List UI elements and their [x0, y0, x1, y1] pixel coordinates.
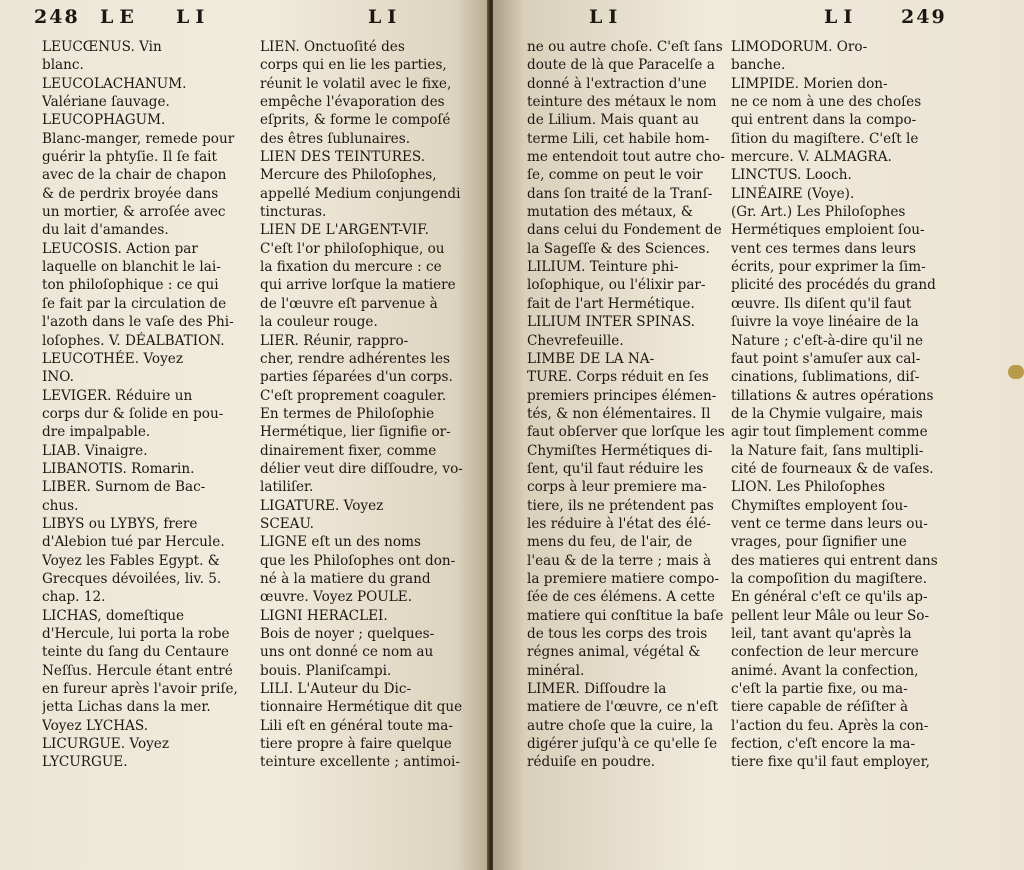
text-line: tiere propre à faire quelque	[260, 736, 452, 753]
text-line: corps à leur premiere ma-	[527, 479, 707, 496]
text-line: chus.	[42, 497, 79, 514]
text-line: LIEN. Onctuoſité des	[260, 39, 405, 55]
text-line: LILIUM INTER SPINAS.	[527, 314, 695, 331]
text-line: LINÉAIRE (Voye).	[731, 185, 855, 202]
text-line: d'Alebion tué par Hercule.	[42, 534, 225, 551]
text-line: Mercure des Philoſophes,	[260, 167, 437, 184]
text-line: loſophes. V. DÉALBATION.	[42, 332, 225, 349]
text-line: délier veut dire diſſoudre, vo-	[260, 460, 463, 477]
text-line: LEUCŒNUS. Vin	[42, 39, 162, 55]
text-line: LICURGUE. Voyez	[42, 736, 170, 753]
text-line: loſophique, ou l'élixir par-	[527, 277, 706, 294]
text-line: LIGNI HERACLEI.	[260, 607, 388, 624]
text-line: terme Lili, cet habile hom-	[527, 130, 710, 147]
text-line: autre choſe que la cuire, la	[527, 717, 714, 734]
text-line: d'Hercule, lui porta la robe	[42, 626, 230, 642]
text-line: ſe, comme on peut le voir	[527, 167, 703, 184]
text-line: fait de l'art Hermétique.	[527, 295, 695, 312]
text-line: leil, tant avant qu'après la	[731, 626, 912, 642]
left-header-left-word: LE	[100, 6, 140, 28]
text-line: œuvre. Ils diſent qu'il faut	[731, 295, 912, 312]
text-line: SCEAU.	[260, 515, 314, 532]
text-line: l'azoth dans le vaſe des Phi-	[42, 314, 234, 331]
text-line: Hermétiques emploient ſou-	[731, 222, 925, 239]
text-line: doute de là que Paracelſe a	[527, 57, 715, 74]
text-line: LIBYS ou LYBYS, frere	[42, 515, 198, 532]
text-line: LINCTUS. Looch.	[731, 167, 852, 184]
text-line: l'eau & de la terre ; mais à	[527, 552, 712, 569]
text-line: LILI. L'Auteur du Dic-	[260, 681, 412, 698]
text-line: de Lilium. Mais quant au	[527, 112, 700, 129]
text-line: la Nature fait, ſans multipli-	[731, 442, 924, 459]
text-line: dinairement fixer, comme	[260, 442, 437, 459]
page-tab-marker	[1008, 365, 1024, 379]
text-line: des êtres ſublunaires.	[260, 130, 411, 147]
text-line: Blanc-manger, remede pour	[42, 130, 235, 147]
text-line: c'eſt la partie fixe, ou ma-	[731, 681, 908, 698]
text-line: En termes de Philoſophie	[260, 405, 435, 422]
text-line: empêche l'évaporation des	[260, 94, 445, 111]
text-line: Nature ; c'eſt-à-dire qu'il ne	[731, 332, 924, 349]
text-line: bouis. Planiſcampi.	[260, 662, 392, 679]
text-line: de tous les corps des trois	[527, 626, 708, 642]
text-line: pellent leur Mâle ou leur So-	[731, 607, 930, 624]
text-line: fection, c'eſt encore la ma-	[731, 736, 916, 753]
text-line: LIMODORUM. Oro-	[731, 39, 868, 55]
text-line: jetta Lichas dans la mer.	[42, 699, 211, 716]
text-line: agir tout ſimplement comme	[731, 424, 928, 441]
text-line: confection de leur mercure	[731, 644, 919, 661]
text-line: LIBANOTIS. Romarin.	[42, 460, 195, 477]
text-line: Hermétique, lier ſignifie or-	[260, 424, 451, 441]
text-line: qui arrive lorſque la matiere	[260, 277, 456, 294]
text-line: LION. Les Philoſophes	[731, 479, 886, 496]
text-line: Chymiſtes Hermétiques di-	[527, 442, 713, 459]
text-line: mutation des métaux, &	[527, 204, 693, 221]
text-line: ne ce nom à une des choſes	[731, 94, 922, 111]
text-line: LIER. Réunir, rappro-	[260, 332, 409, 349]
text-line: dans ſon traité de la Tranſ-	[527, 185, 713, 202]
text-line: matiere qui conſtitue la baſe	[527, 607, 724, 624]
text-line: LIAB. Vinaigre.	[42, 442, 148, 459]
text-line: teinte du ſang du Centaure	[42, 644, 229, 661]
text-line: eſprits, & forme le compoſé	[260, 112, 451, 129]
text-line: LIEN DE L'ARGENT-VIF.	[260, 222, 429, 239]
text-line: l'action du feu. Après la con-	[731, 717, 929, 734]
text-line: TURE. Corps réduit en ſes	[527, 369, 709, 386]
text-line: la compoſition du magiſtere.	[731, 570, 928, 587]
text-line: banche.	[731, 57, 786, 74]
right-column1-header: LI	[589, 6, 624, 28]
text-line: LEUCOSIS. Action par	[42, 240, 198, 257]
text-line: Valériane ſauvage.	[42, 94, 170, 111]
text-line: que les Philoſophes ont don-	[260, 552, 456, 569]
text-line: la premiere matiere compo-	[527, 570, 720, 587]
text-line: Bois de noyer ; quelques-	[260, 626, 435, 642]
text-line: Lili eſt en général toute ma-	[260, 717, 454, 734]
text-line: parties ſéparées d'un corps.	[260, 369, 453, 386]
text-line: minéral.	[527, 662, 585, 679]
text-line: guérir la phtyſie. Il ſe fait	[42, 149, 217, 166]
text-line: digérer juſqu'à ce qu'elle ſe	[527, 736, 718, 753]
text-line: cinations, ſublimations, diſ-	[731, 369, 920, 386]
text-line: teinture excellente ; antimoi-	[260, 754, 460, 771]
text-line: uns ont donné ce nom au	[260, 644, 434, 661]
text-line: tionnaire Hermétique dit que	[260, 699, 463, 716]
text-line: les réduire à l'état des élé-	[527, 515, 711, 532]
text-line: tillations & autres opérations	[731, 387, 934, 404]
left-column-1	[42, 38, 254, 772]
text-line: & de perdrix broyée dans	[42, 185, 219, 202]
text-line: vent ces termes dans leurs	[731, 240, 916, 257]
right-page	[493, 0, 1024, 870]
text-line: En général c'eſt ce qu'ils ap-	[731, 589, 928, 606]
text-line: chap. 12.	[42, 589, 106, 606]
text-line: INO.	[42, 369, 74, 386]
right-column-2	[731, 38, 963, 772]
text-line: LIMPIDE. Morien don-	[731, 75, 888, 92]
text-line: écrits, pour exprimer la ſim-	[731, 259, 926, 276]
text-line: Neſſus. Hercule étant entré	[42, 662, 233, 679]
text-line: Voyez les Fables Egypt. &	[42, 552, 220, 569]
text-line: appellé Medium conjungendi	[260, 185, 461, 202]
text-line: Chevrefeuille.	[527, 332, 624, 349]
text-line: mens du feu, de l'air, de	[527, 534, 693, 551]
text-line: la Sageſſe & des Sciences.	[527, 240, 710, 257]
text-line: cité de fourneaux & de vaſes.	[731, 460, 934, 477]
text-line: C'eſt proprement coaguler.	[260, 387, 447, 404]
text-line: régnes animal, végétal &	[527, 644, 701, 661]
text-line: Grecques dévoilées, liv. 5.	[42, 570, 222, 587]
text-line: LIBER. Surnom de Bac-	[42, 479, 206, 496]
text-line: me entendoit tout autre cho-	[527, 149, 725, 166]
text-line: mercure. V. ALMAGRA.	[731, 149, 892, 166]
text-line: avec de la chair de chapon	[42, 167, 227, 184]
text-line: LEUCOLACHANUM.	[42, 75, 187, 92]
right-column-1	[527, 38, 745, 772]
text-line: LIMBE DE LA NA-	[527, 350, 655, 367]
text-line: teinture des métaux le nom	[527, 94, 717, 111]
text-line: du lait d'amandes.	[42, 222, 169, 239]
text-line: LIEN DES TEINTURES.	[260, 149, 426, 166]
text-line: tiere fixe qu'il faut employer,	[731, 754, 930, 771]
text-line: tiere, ils ne prétendent pas	[527, 497, 714, 514]
text-line: faut obſerver que lorſque les	[527, 424, 725, 441]
text-line: donné à l'extraction d'une	[527, 75, 707, 92]
text-line: C'eſt l'or philoſophique, ou	[260, 240, 445, 257]
text-line: latiliſer.	[260, 479, 314, 496]
text-line: blanc.	[42, 57, 84, 74]
text-line: qui entrent dans la compo-	[731, 112, 917, 129]
text-line: Chymiſtes employent ſou-	[731, 497, 908, 514]
text-line: LIMER. Diſſoudre la	[527, 681, 667, 698]
text-line: LIGATURE. Voyez	[260, 497, 384, 514]
text-line: ſent, qu'il faut réduire les	[527, 460, 704, 477]
text-line: né à la matiere du grand	[260, 570, 431, 587]
text-line: tés, & non élémentaires. Il	[527, 405, 711, 422]
text-line: faut point s'amuſer aux cal-	[731, 350, 921, 367]
left-page-number: 248	[34, 6, 80, 28]
text-line: LEVIGER. Réduire un	[42, 387, 193, 404]
text-line: LEUCOTHÉE. Voyez	[42, 350, 184, 367]
text-line: laquelle on blanchit le lai-	[42, 259, 221, 276]
left-page	[0, 0, 489, 870]
right-page-number: 249	[901, 6, 947, 28]
text-line: la fixation du mercure : ce	[260, 259, 442, 276]
text-line: dans celui du Fondement de	[527, 222, 722, 239]
left-column2-header: LI	[368, 6, 403, 28]
text-line: de l'œuvre eſt parvenue à	[260, 295, 438, 312]
text-line: ſe fait par la circulation de	[42, 295, 227, 312]
text-line: cher, rendre adhérentes les	[260, 350, 450, 367]
text-line: ton philoſophique : ce qui	[42, 277, 219, 294]
text-line: un mortier, & arroſée avec	[42, 204, 226, 221]
text-line: tincturas.	[260, 204, 327, 221]
text-line: œuvre. Voyez POULE.	[260, 589, 413, 606]
text-line: (Gr. Art.) Les Philoſophes	[731, 204, 906, 221]
text-line: tiere capable de réſiſter à	[731, 699, 909, 716]
text-line: LEUCOPHAGUM.	[42, 112, 166, 129]
text-line: corps dur & ſolide en pou-	[42, 405, 224, 422]
right-header-word: LI	[824, 6, 859, 28]
text-line: plicité des procédés du grand	[731, 277, 936, 294]
text-line: LICHAS, domeſtique	[42, 607, 185, 624]
text-line: ſition du magiſtere. C'eſt le	[731, 130, 919, 147]
text-line: ſuivre la voye linéaire de la	[731, 314, 919, 331]
text-line: animé. Avant la confection,	[731, 662, 919, 679]
text-line: matiere de l'œuvre, ce n'eſt	[527, 699, 718, 716]
text-line: corps qui en lie les parties,	[260, 57, 447, 74]
text-line: vrages, pour ſignifier une	[731, 534, 907, 551]
text-line: vent ce terme dans leurs ou-	[731, 515, 928, 532]
text-line: dre impalpable.	[42, 424, 151, 441]
text-line: la couleur rouge.	[260, 314, 378, 331]
text-line: ne ou autre choſe. C'eſt ſans	[527, 39, 723, 55]
text-line: ſée de ces élémens. A cette	[527, 589, 715, 606]
text-line: Voyez LYCHAS.	[42, 717, 149, 734]
text-line: réunit le volatil avec le fixe,	[260, 75, 452, 92]
text-line: LILIUM. Teinture phi-	[527, 259, 679, 276]
left-column-2	[260, 38, 472, 772]
text-line: premiers principes élémen-	[527, 387, 717, 404]
text-line: en fureur après l'avoir priſe,	[42, 681, 238, 698]
text-line: réduiſe en poudre.	[527, 754, 656, 771]
text-line: de la Chymie vulgaire, mais	[731, 405, 923, 422]
text-line: LYCURGUE.	[42, 754, 128, 771]
text-line: des matieres qui entrent dans	[731, 552, 938, 569]
left-header-right-word: LI	[176, 6, 211, 28]
text-line: LIGNE eſt un des noms	[260, 534, 421, 551]
